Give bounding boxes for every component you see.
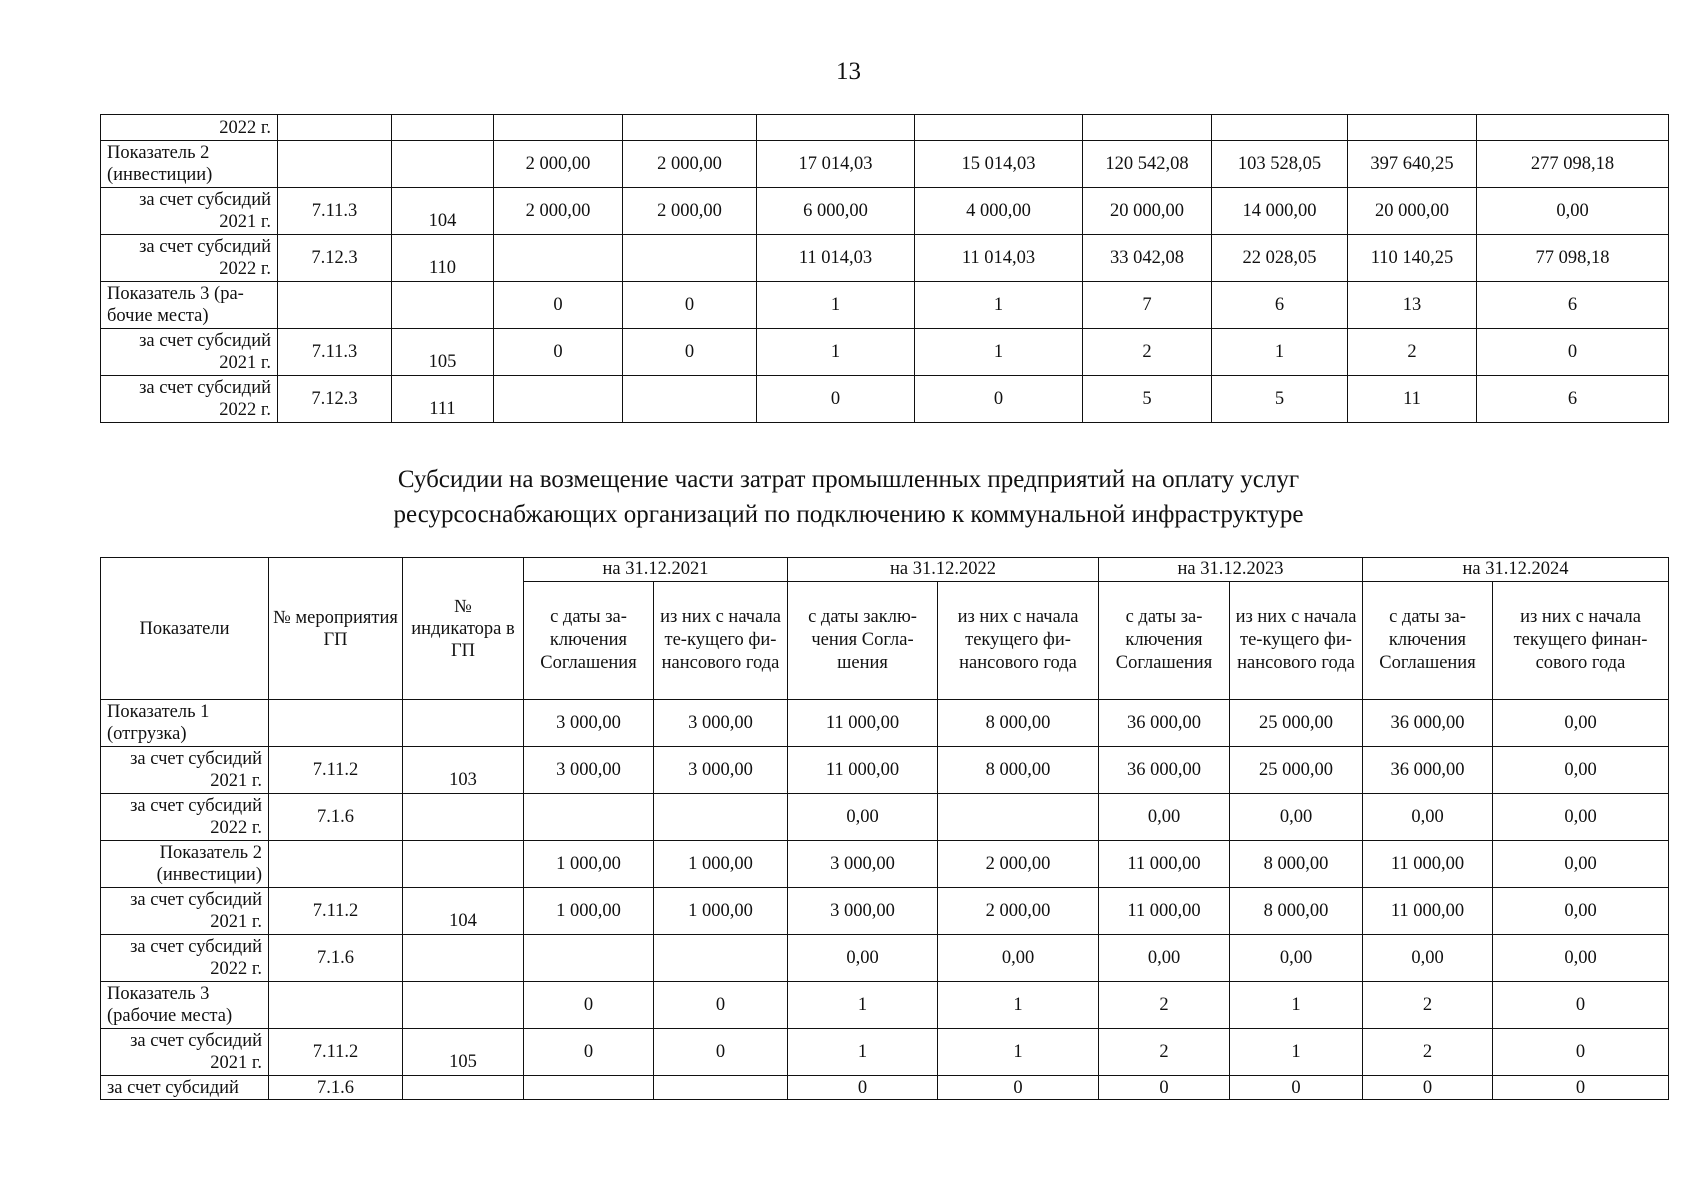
value-cell: 22 028,05 (1212, 235, 1348, 282)
value-cell (524, 935, 654, 982)
value-cell: 13 (1348, 282, 1477, 329)
value-cell: 120 542,08 (1083, 141, 1212, 188)
header-subcol: с даты заклю-чения Согла-шения (788, 582, 938, 700)
value-cell (938, 794, 1099, 841)
header-period: на 31.12.2024 (1363, 558, 1669, 582)
value-cell (623, 235, 757, 282)
table-row (101, 982, 1669, 1029)
measure-number (278, 282, 392, 329)
row-label: за счет субсидий 2022 г. (101, 935, 269, 982)
value-cell (524, 794, 654, 841)
value-cell: 1 (938, 1029, 1099, 1076)
header-subcol: с даты за-ключения Соглашения (1363, 582, 1493, 700)
header-subcol: с даты за-ключения Соглашения (1099, 582, 1230, 700)
measure-number: 7.1.6 (269, 794, 403, 841)
measure-number: 7.1.6 (269, 935, 403, 982)
value-cell: 0 (654, 1029, 788, 1076)
value-cell: 0,00 (1230, 935, 1363, 982)
row-label: 2022 г. (101, 115, 278, 141)
indicator-number (403, 1076, 524, 1100)
measure-number: 7.11.3 (278, 188, 392, 235)
value-cell (1083, 115, 1212, 141)
value-cell: 77 098,18 (1477, 235, 1669, 282)
value-cell: 11 014,03 (915, 235, 1083, 282)
row-label: за счет субсидий 2021 г. (101, 188, 278, 235)
value-cell: 8 000,00 (938, 700, 1099, 747)
value-cell (524, 1076, 654, 1100)
value-cell: 0 (1493, 1076, 1669, 1100)
header-subcol: с даты за-ключения Соглашения (524, 582, 654, 700)
row-label: за счет субсидий (101, 1076, 269, 1100)
value-cell: 277 098,18 (1477, 141, 1669, 188)
value-cell: 0 (1493, 1029, 1669, 1076)
measure-number (269, 841, 403, 888)
section-title-line-1: Субсидии на возмещение части затрат промышленных предприятий на оплату услуг (397, 466, 1300, 493)
header-indicator-no: № индикатора в ГП (403, 558, 524, 700)
header-subcol: из них с начала те-кущего фи-нансового года (1230, 582, 1363, 700)
value-cell: 20 000,00 (1083, 188, 1212, 235)
indicator-number: 111 (392, 376, 494, 423)
indicators-table-2 (100, 557, 1669, 1100)
value-cell (1477, 115, 1669, 141)
table-row (101, 376, 1669, 423)
value-cell: 1 (915, 282, 1083, 329)
value-cell: 0 (1477, 329, 1669, 376)
value-cell (654, 1076, 788, 1100)
value-cell: 6 (1477, 282, 1669, 329)
value-cell: 6 000,00 (757, 188, 915, 235)
value-cell: 1 (1230, 982, 1363, 1029)
table-2-header (101, 558, 1669, 700)
value-cell: 1 (788, 982, 938, 1029)
value-cell: 1 000,00 (654, 888, 788, 935)
row-label: за счет субсидий 2022 г. (101, 235, 278, 282)
value-cell: 0 (915, 376, 1083, 423)
value-cell (1212, 115, 1348, 141)
indicator-number (403, 982, 524, 1029)
value-cell: 3 000,00 (524, 700, 654, 747)
value-cell: 2 (1363, 1029, 1493, 1076)
table-row (101, 888, 1669, 935)
measure-number: 7.11.2 (269, 888, 403, 935)
indicator-number: 103 (403, 747, 524, 794)
measure-number (278, 141, 392, 188)
value-cell: 0 (757, 376, 915, 423)
indicator-number (403, 841, 524, 888)
value-cell: 1 (1212, 329, 1348, 376)
value-cell: 1 (757, 282, 915, 329)
section-title (0, 462, 1697, 532)
value-cell: 25 000,00 (1230, 747, 1363, 794)
value-cell: 1 000,00 (524, 841, 654, 888)
value-cell: 11 000,00 (1363, 841, 1493, 888)
value-cell: 5 (1083, 376, 1212, 423)
table-row (101, 841, 1669, 888)
page-number: 13 (836, 58, 861, 85)
value-cell: 17 014,03 (757, 141, 915, 188)
value-cell: 11 000,00 (1099, 841, 1230, 888)
value-cell (623, 376, 757, 423)
header-subcol: из них с начала те-кущего фи-нансового года (654, 582, 788, 700)
value-cell: 0,00 (938, 935, 1099, 982)
indicator-number: 104 (403, 888, 524, 935)
indicator-number (392, 115, 494, 141)
value-cell (757, 115, 915, 141)
value-cell: 14 000,00 (1212, 188, 1348, 235)
value-cell: 11 (1348, 376, 1477, 423)
value-cell: 1 (1230, 1029, 1363, 1076)
value-cell: 2 (1348, 329, 1477, 376)
value-cell: 2 000,00 (938, 841, 1099, 888)
value-cell: 0,00 (1493, 794, 1669, 841)
value-cell: 0,00 (788, 935, 938, 982)
value-cell: 0 (494, 282, 623, 329)
table-row (101, 188, 1669, 235)
table-1-body (101, 115, 1669, 423)
value-cell: 0,00 (1363, 794, 1493, 841)
value-cell: 7 (1083, 282, 1212, 329)
value-cell: 2 000,00 (623, 188, 757, 235)
value-cell: 1 (938, 982, 1099, 1029)
value-cell: 3 000,00 (524, 747, 654, 794)
value-cell: 2 (1099, 1029, 1230, 1076)
value-cell: 25 000,00 (1230, 700, 1363, 747)
table-row (101, 329, 1669, 376)
value-cell: 0,00 (1493, 747, 1669, 794)
value-cell: 103 528,05 (1212, 141, 1348, 188)
row-label: за счет субсидий 2022 г. (101, 794, 269, 841)
indicator-number (403, 794, 524, 841)
value-cell: 0,00 (1493, 841, 1669, 888)
value-cell: 36 000,00 (1363, 747, 1493, 794)
value-cell: 0 (1363, 1076, 1493, 1100)
table-row (101, 1029, 1669, 1076)
section-title-line-2: ресурсоснабжающих организаций по подключению к коммунальной инфраструктуре (393, 501, 1304, 528)
value-cell: 11 000,00 (1363, 888, 1493, 935)
value-cell: 11 014,03 (757, 235, 915, 282)
measure-number: 7.11.2 (269, 1029, 403, 1076)
value-cell: 2 (1099, 982, 1230, 1029)
value-cell: 2 000,00 (938, 888, 1099, 935)
value-cell: 2 000,00 (494, 188, 623, 235)
value-cell (494, 376, 623, 423)
value-cell: 0 (623, 282, 757, 329)
table-row (101, 1076, 1669, 1100)
value-cell (915, 115, 1083, 141)
measure-number (278, 115, 392, 141)
table-row (101, 115, 1669, 141)
table-2-body (101, 700, 1669, 1100)
indicator-number (392, 282, 494, 329)
value-cell: 0,00 (1099, 794, 1230, 841)
value-cell: 8 000,00 (1230, 841, 1363, 888)
value-cell: 20 000,00 (1348, 188, 1477, 235)
value-cell: 0,00 (1493, 888, 1669, 935)
table-row (101, 141, 1669, 188)
value-cell: 2 (1363, 982, 1493, 1029)
value-cell: 15 014,03 (915, 141, 1083, 188)
value-cell: 0 (524, 982, 654, 1029)
row-label: за счет субсидий 2021 г. (101, 747, 269, 794)
value-cell: 0 (1493, 982, 1669, 1029)
table-row (101, 935, 1669, 982)
value-cell (494, 235, 623, 282)
value-cell: 0,00 (1477, 188, 1669, 235)
value-cell: 0,00 (1230, 794, 1363, 841)
measure-number: 7.12.3 (278, 235, 392, 282)
value-cell: 0,00 (1363, 935, 1493, 982)
value-cell: 0,00 (788, 794, 938, 841)
value-cell: 36 000,00 (1363, 700, 1493, 747)
table-row (101, 700, 1669, 747)
value-cell: 2 000,00 (623, 141, 757, 188)
value-cell: 11 000,00 (1099, 888, 1230, 935)
table-row (101, 747, 1669, 794)
measure-number: 7.11.2 (269, 747, 403, 794)
measure-number (269, 700, 403, 747)
value-cell: 0 (494, 329, 623, 376)
value-cell: 1 (788, 1029, 938, 1076)
row-label: за счет субсидий 2021 г. (101, 1029, 269, 1076)
header-measure-no: № мероприятия ГП (269, 558, 403, 700)
value-cell: 0 (654, 982, 788, 1029)
measure-number (269, 982, 403, 1029)
row-label: Показатель 1 (отгрузка) (101, 700, 269, 747)
row-label: Показатель 2 (инвестиции) (101, 141, 278, 188)
row-label: Показатель 3 (ра-бочие места) (101, 282, 278, 329)
header-indicators: Показатели (101, 558, 269, 700)
header-period: на 31.12.2022 (788, 558, 1099, 582)
value-cell: 36 000,00 (1099, 747, 1230, 794)
row-label: Показатель 3 (рабочие места) (101, 982, 269, 1029)
row-label: за счет субсидий 2021 г. (101, 888, 269, 935)
value-cell (654, 935, 788, 982)
value-cell (623, 115, 757, 141)
indicator-number: 104 (392, 188, 494, 235)
value-cell: 11 000,00 (788, 747, 938, 794)
value-cell: 1 000,00 (654, 841, 788, 888)
value-cell: 397 640,25 (1348, 141, 1477, 188)
value-cell: 1 (757, 329, 915, 376)
value-cell: 0 (938, 1076, 1099, 1100)
value-cell: 0 (623, 329, 757, 376)
value-cell: 0 (788, 1076, 938, 1100)
value-cell: 8 000,00 (938, 747, 1099, 794)
value-cell: 33 042,08 (1083, 235, 1212, 282)
indicator-number (392, 141, 494, 188)
value-cell: 110 140,25 (1348, 235, 1477, 282)
measure-number: 7.1.6 (269, 1076, 403, 1100)
value-cell: 0 (1230, 1076, 1363, 1100)
value-cell: 5 (1212, 376, 1348, 423)
value-cell: 36 000,00 (1099, 700, 1230, 747)
value-cell: 0 (524, 1029, 654, 1076)
value-cell: 6 (1212, 282, 1348, 329)
value-cell: 11 000,00 (788, 700, 938, 747)
indicator-number (403, 935, 524, 982)
header-period: на 31.12.2023 (1099, 558, 1363, 582)
value-cell: 6 (1477, 376, 1669, 423)
value-cell: 3 000,00 (788, 841, 938, 888)
measure-number: 7.12.3 (278, 376, 392, 423)
value-cell: 0,00 (1099, 935, 1230, 982)
row-label: Показатель 2 (инвестиции) (101, 841, 269, 888)
value-cell: 0 (1099, 1076, 1230, 1100)
header-period: на 31.12.2021 (524, 558, 788, 582)
value-cell: 1 (915, 329, 1083, 376)
value-cell: 4 000,00 (915, 188, 1083, 235)
indicator-number (403, 700, 524, 747)
value-cell: 3 000,00 (788, 888, 938, 935)
value-cell (1348, 115, 1477, 141)
value-cell: 1 000,00 (524, 888, 654, 935)
value-cell: 3 000,00 (654, 747, 788, 794)
table-row (101, 235, 1669, 282)
measure-number: 7.11.3 (278, 329, 392, 376)
value-cell: 0,00 (1493, 935, 1669, 982)
table-row (101, 794, 1669, 841)
value-cell (494, 115, 623, 141)
table-row (101, 282, 1669, 329)
value-cell: 2 000,00 (494, 141, 623, 188)
row-label: за счет субсидий 2022 г. (101, 376, 278, 423)
value-cell (654, 794, 788, 841)
indicator-number: 110 (392, 235, 494, 282)
row-label: за счет субсидий 2021 г. (101, 329, 278, 376)
indicator-number: 105 (392, 329, 494, 376)
header-subcol: из них с начала текущего фи-нансового года (938, 582, 1099, 700)
header-subcol: из них с начала текущего финан-сового года (1493, 582, 1669, 700)
value-cell: 2 (1083, 329, 1212, 376)
indicator-number: 105 (403, 1029, 524, 1076)
value-cell: 3 000,00 (654, 700, 788, 747)
indicators-table-1 (100, 114, 1669, 423)
value-cell: 0,00 (1493, 700, 1669, 747)
value-cell: 8 000,00 (1230, 888, 1363, 935)
